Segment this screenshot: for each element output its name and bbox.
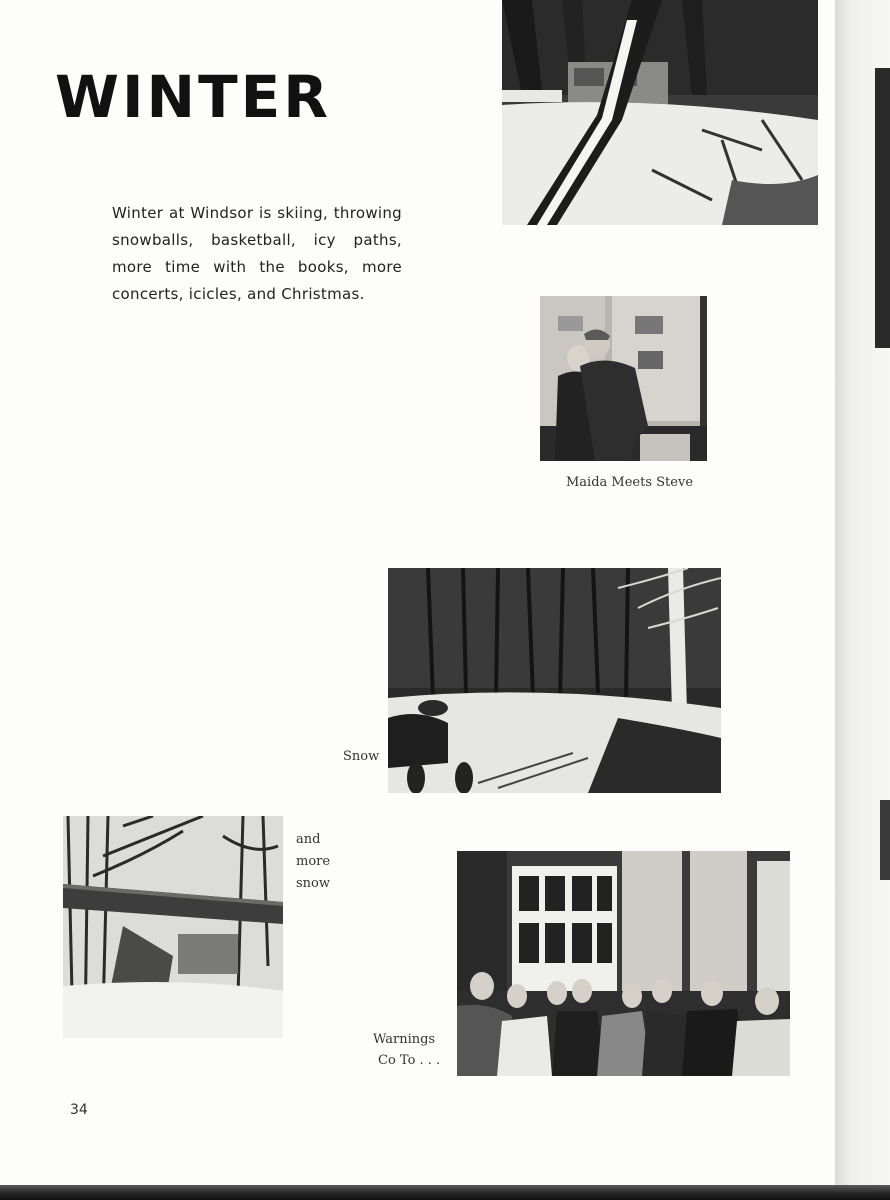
intro-paragraph: Winter at Windsor is skiing, throwing snowballs, basketball, icy paths, more time with the books, more concerts, icicles, and Christmas.: [112, 204, 402, 303]
snowy-railing-photo: [63, 816, 283, 1038]
caption-go-to: Co To . . .: [378, 1053, 441, 1068]
caption-snow: Snow: [343, 749, 380, 764]
book-bottom-edge: [0, 1185, 890, 1200]
page-number: 34: [70, 1102, 88, 1118]
caption-maida-meets-steve: Maida Meets Steve: [566, 475, 694, 490]
snowy-tree-and-truck-photo: [502, 0, 818, 225]
facing-page-photo-edge: [875, 68, 890, 348]
caption-and: and: [296, 832, 321, 847]
caption-warnings: Warnings: [373, 1032, 436, 1047]
page-title: WINTER: [55, 63, 331, 131]
caption-more: more: [296, 854, 331, 869]
maida-and-steve-photo: [540, 296, 707, 461]
students-in-room-photo: [457, 851, 790, 1076]
facing-page-photo-edge-lower: [880, 800, 890, 880]
snowy-woods-photo: [388, 568, 721, 793]
caption-snow-2: snow: [296, 876, 330, 891]
